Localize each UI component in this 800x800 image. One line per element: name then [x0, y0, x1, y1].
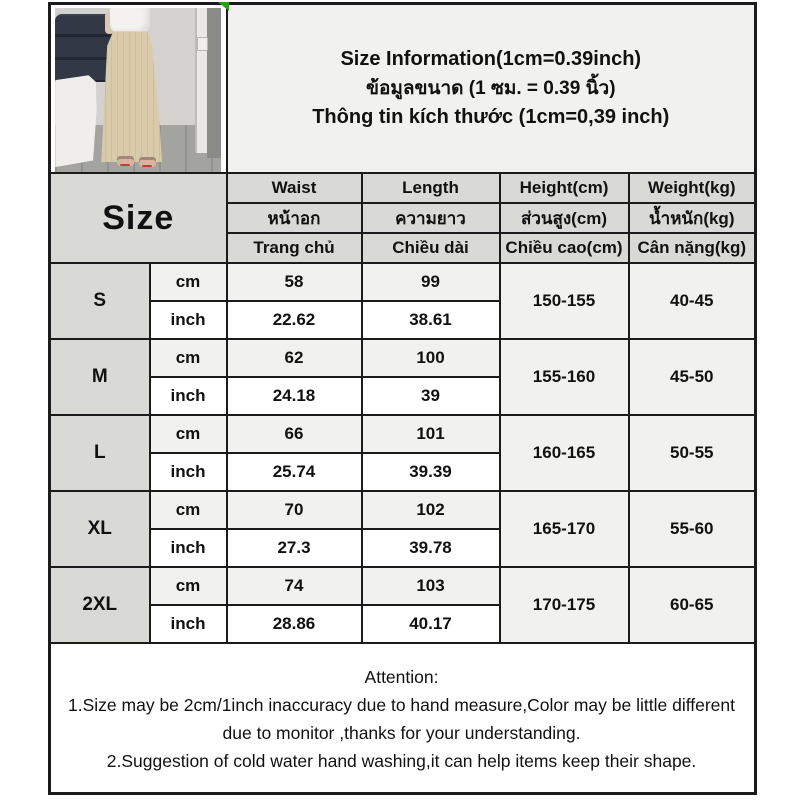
- length-inch-value: 39: [362, 377, 500, 415]
- header-length-vi: Chiều dài: [362, 233, 500, 263]
- weight-range-value: 50-55: [629, 415, 756, 491]
- height-range-value: 150-155: [500, 263, 629, 339]
- unit-inch-cell: inch: [150, 453, 227, 491]
- header-height-en: Height(cm): [500, 173, 629, 203]
- product-photo-cell: [50, 4, 227, 174]
- unit-inch-cell: inch: [150, 605, 227, 643]
- photo-model-toes: [142, 165, 152, 167]
- weight-range-value: 40-45: [629, 263, 756, 339]
- photo-model-toes: [120, 164, 130, 166]
- size-chart-wrap: [48, 2, 757, 795]
- waist-inch-value: 27.3: [227, 529, 362, 567]
- header-waist-th: หน้าอก: [227, 203, 362, 233]
- waist-inch-value: 24.18: [227, 377, 362, 415]
- waist-cm-value: 58: [227, 263, 362, 301]
- header-weight-th: น้ำหนัก(kg): [629, 203, 756, 233]
- header-weight-en: Weight(kg): [629, 173, 756, 203]
- length-cm-value: 100: [362, 339, 500, 377]
- attention-cell: [50, 643, 756, 793]
- height-range-value: 155-160: [500, 339, 629, 415]
- size-column-header: Size: [50, 173, 227, 263]
- unit-cm-cell: cm: [150, 415, 227, 453]
- title-vietnamese: Thông tin kích thước (1cm=0,39 inch): [312, 106, 670, 128]
- length-cm-value: 102: [362, 491, 500, 529]
- attention-item-2: 2.Suggestion of cold water hand washing,it can help items keep their shape.: [106, 751, 697, 772]
- size-cell-m: M: [50, 339, 150, 415]
- unit-cm-cell: cm: [150, 263, 227, 301]
- attention-heading: Attention:: [364, 667, 439, 688]
- size-cell-s: S: [50, 263, 150, 339]
- header-weight-vi: Cân nặng(kg): [629, 233, 756, 263]
- length-cm-value: 103: [362, 567, 500, 605]
- photo-model-pants: [99, 30, 165, 162]
- unit-cm-cell: cm: [150, 339, 227, 377]
- size-table: [48, 2, 757, 795]
- waist-cm-value: 70: [227, 491, 362, 529]
- green-corner-marker: [218, 2, 229, 11]
- height-range-value: 165-170: [500, 491, 629, 567]
- product-photo: [55, 8, 221, 172]
- waist-cm-value: 66: [227, 415, 362, 453]
- attention-item-1: 1.Size may be 2cm/1inch inaccuracy due to hand measure,Color may be little different due to monitor ,thanks for your understanding.: [68, 695, 735, 744]
- length-inch-value: 39.78: [362, 529, 500, 567]
- unit-cm-cell: cm: [150, 567, 227, 605]
- waist-cm-value: 74: [227, 567, 362, 605]
- header-waist-vi: Trang chủ: [227, 233, 362, 263]
- photo-model-top: [110, 8, 150, 35]
- length-cm-value: 99: [362, 263, 500, 301]
- photo-door-opening: [207, 8, 221, 158]
- unit-inch-cell: inch: [150, 377, 227, 415]
- unit-inch-cell: inch: [150, 301, 227, 339]
- unit-cm-cell: cm: [150, 491, 227, 529]
- weight-range-value: 45-50: [629, 339, 756, 415]
- waist-inch-value: 28.86: [227, 605, 362, 643]
- height-range-value: 170-175: [500, 567, 629, 643]
- height-range-value: 160-165: [500, 415, 629, 491]
- header-height-vi: Chiều cao(cm): [500, 233, 629, 263]
- header-height-th: ส่วนสูง(cm): [500, 203, 629, 233]
- header-length-th: ความยาว: [362, 203, 500, 233]
- title-english: Size Information(1cm=0.39inch): [340, 48, 642, 70]
- title-cell: [227, 4, 756, 174]
- attention-text: [51, 660, 754, 775]
- photo-light-switch: [197, 37, 208, 51]
- length-inch-value: 38.61: [362, 301, 500, 339]
- weight-range-value: 60-65: [629, 567, 756, 643]
- waist-inch-value: 25.74: [227, 453, 362, 491]
- weight-range-value: 55-60: [629, 491, 756, 567]
- header-length-en: Length: [362, 173, 500, 203]
- size-cell-2xl: 2XL: [50, 567, 150, 643]
- size-cell-l: L: [50, 415, 150, 491]
- length-inch-value: 40.17: [362, 605, 500, 643]
- waist-cm-value: 62: [227, 339, 362, 377]
- unit-inch-cell: inch: [150, 529, 227, 567]
- size-cell-xl: XL: [50, 491, 150, 567]
- length-inch-value: 39.39: [362, 453, 500, 491]
- header-waist-en: Waist: [227, 173, 362, 203]
- title-thai: ข้อมูลขนาด (1 ซม. = 0.39 นิ้ว): [365, 78, 616, 99]
- waist-inch-value: 22.62: [227, 301, 362, 339]
- length-cm-value: 101: [362, 415, 500, 453]
